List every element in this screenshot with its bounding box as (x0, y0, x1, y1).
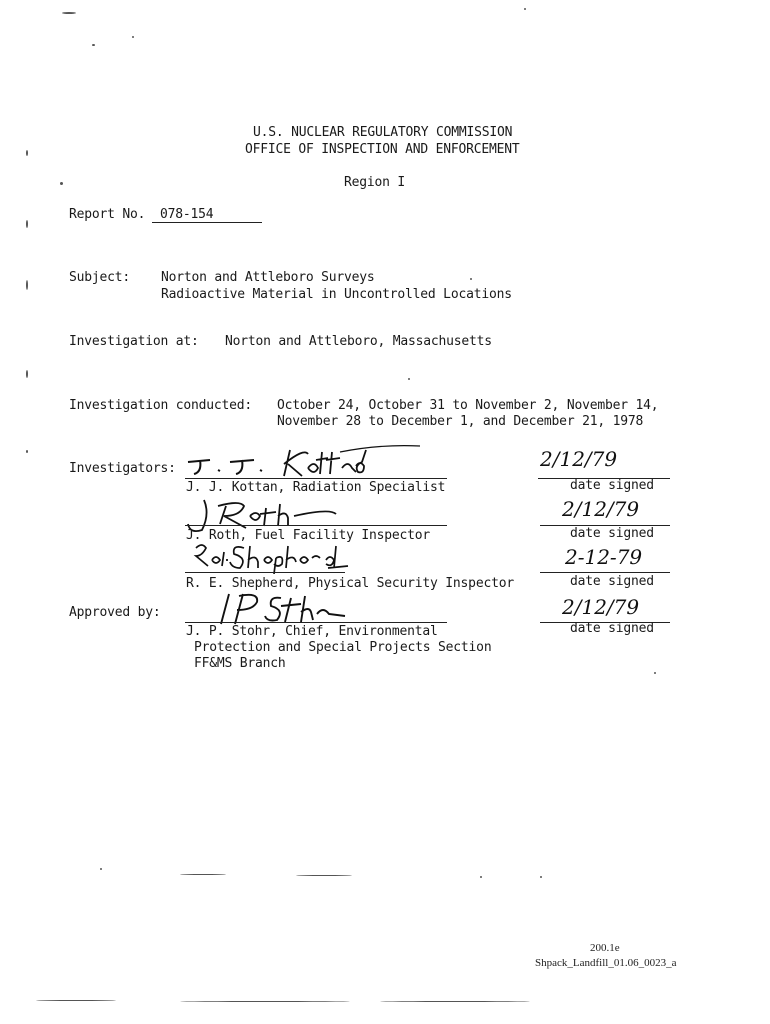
investigator-1-name: J. J. Kottan, Radiation Specialist (186, 480, 446, 495)
approver-date-label: date signed (570, 621, 654, 636)
investigator-2-date-value: 2/12/79 (562, 497, 640, 521)
investigator-1-signature-line (185, 478, 447, 479)
investigator-3-name: R. E. Shepherd, Physical Security Inspector (186, 576, 514, 591)
investigator-2-signature-line (185, 525, 447, 526)
investigation-at-label: Investigation at: (69, 334, 199, 349)
report-number-value: 078-154 (160, 207, 214, 222)
investigator-3-signature-line (185, 572, 345, 573)
kottan-signature (180, 440, 450, 480)
approved-by-label: Approved by: (69, 605, 161, 620)
approver-date-value: 2/12/79 (562, 595, 640, 619)
investigation-at-value: Norton and Attleboro, Massachusetts (225, 334, 492, 349)
investigator-3-date-line (540, 572, 670, 573)
investigator-3-date-label: date signed (570, 574, 654, 589)
report-number-label: Report No. (69, 207, 146, 222)
subject-label: Subject: (69, 270, 131, 285)
investigation-conducted-label: Investigation conducted: (69, 398, 253, 413)
investigator-2-date-label: date signed (570, 526, 654, 541)
report-number-underline (152, 222, 262, 223)
footer-file-id: Shpack_Landfill_01.06_0023_a (535, 957, 677, 969)
shepherd-signature (188, 538, 368, 574)
footer-code: 200.1e (590, 942, 620, 954)
investigation-conducted-line-2: November 28 to December 1, and December 21, 1978 (277, 414, 644, 429)
subject-line-2: Radioactive Material in Uncontrolled Locations (161, 287, 512, 302)
investigation-conducted-line-1: October 24, October 31 to November 2, November 14, (277, 398, 659, 413)
investigator-1-date-label: date signed (570, 478, 654, 493)
office-name: OFFICE OF INSPECTION AND ENFORCEMENT (245, 142, 520, 157)
approver-signature-line (185, 622, 447, 623)
approver-line-3: FF&MS Branch (194, 656, 286, 671)
region-label: Region I (344, 175, 406, 190)
approver-line-1: J. P. Stohr, Chief, Environmental (186, 624, 438, 639)
agency-name: U.S. NUCLEAR REGULATORY COMMISSION (253, 125, 513, 140)
subject-line-1: Norton and Attleboro Surveys (161, 270, 375, 285)
investigator-1-date-value: 2/12/79 (540, 447, 618, 471)
investigators-label: Investigators: (69, 461, 176, 476)
approver-line-2: Protection and Special Projects Section (194, 640, 492, 655)
investigator-2-name: J. Roth, Fuel Facility Inspector (186, 528, 431, 543)
investigator-3-date-value: 2-12-79 (565, 545, 643, 569)
